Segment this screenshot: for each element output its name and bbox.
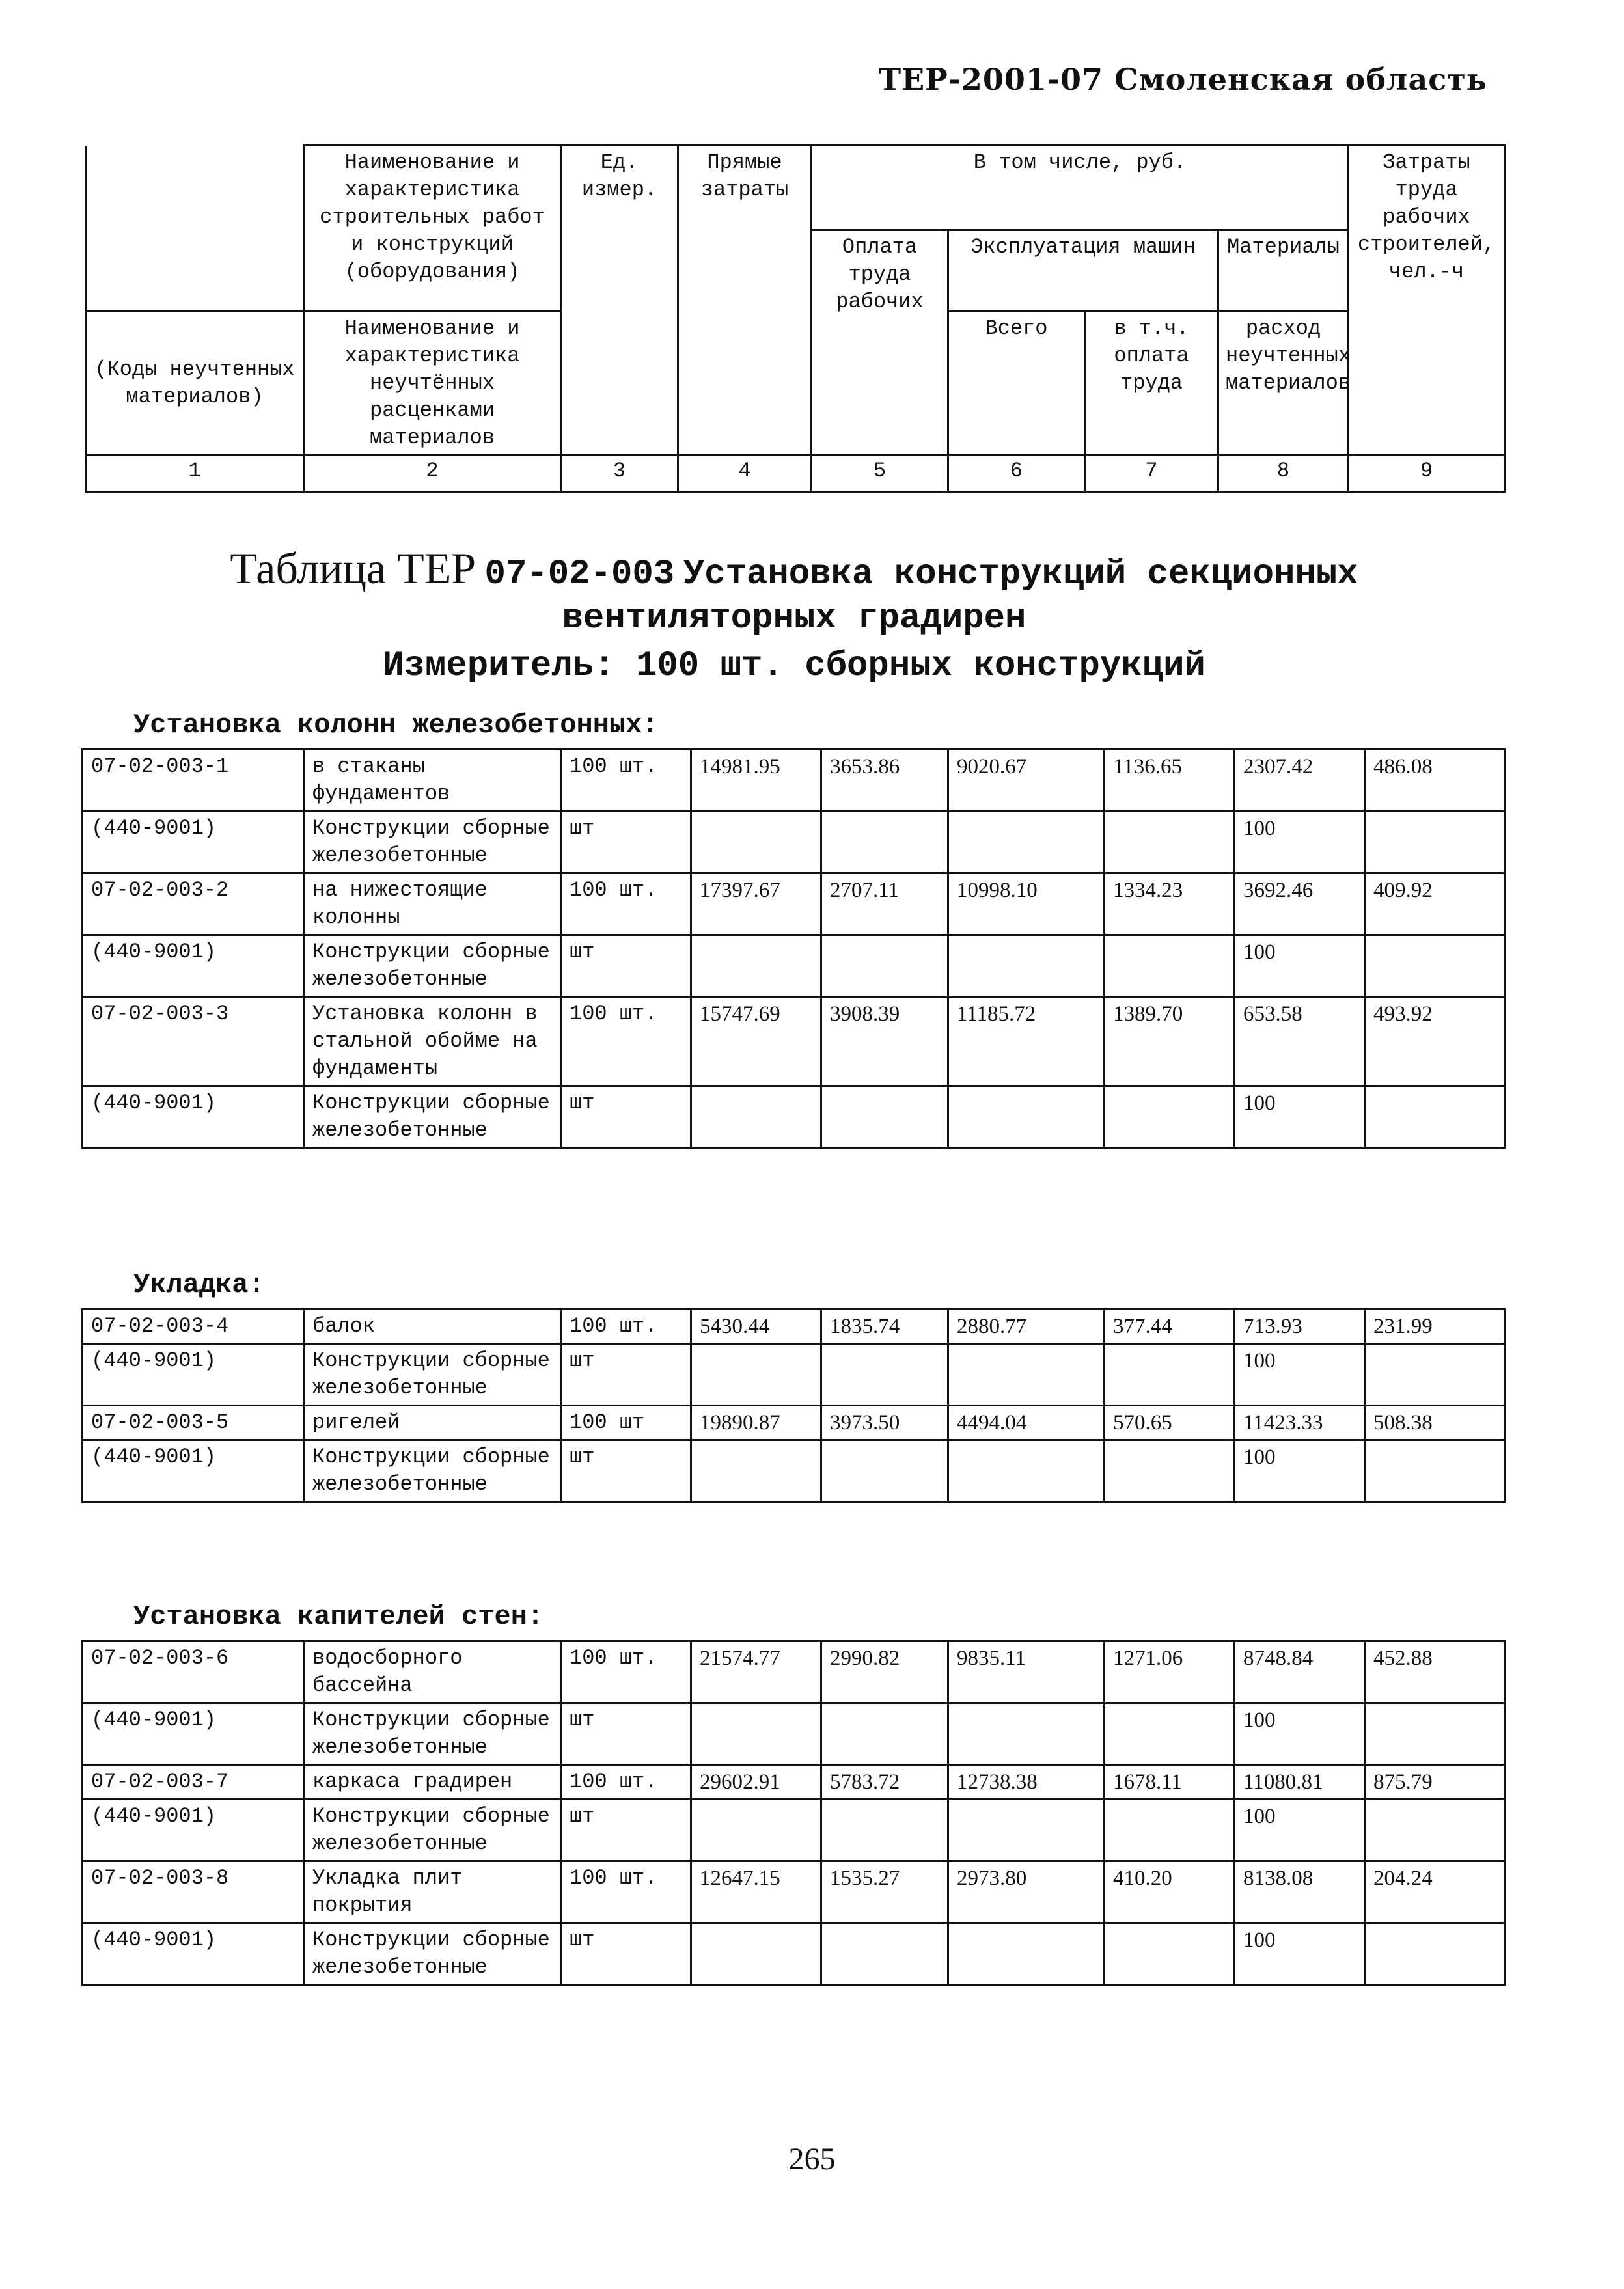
labor-cost-cell bbox=[1365, 1344, 1505, 1406]
labor-cost-cell: 409.92 bbox=[1365, 873, 1505, 935]
labor-cost-cell bbox=[1365, 1440, 1505, 1502]
work-name-cell: Конструкции сборные железобетонные bbox=[304, 1344, 561, 1406]
work-name-cell: Конструкции сборные железобетонные bbox=[304, 1703, 561, 1765]
table-row bbox=[83, 1800, 1505, 1861]
labor-cost-cell: 508.38 bbox=[1365, 1406, 1505, 1440]
column-header-table bbox=[85, 144, 1506, 493]
column-number: 3 bbox=[561, 456, 678, 492]
labor-cost-cell: 493.92 bbox=[1365, 997, 1505, 1086]
wage-cost-cell bbox=[821, 935, 948, 997]
table-measure: Измеритель: 100 шт. сборных конструкций bbox=[383, 646, 1205, 686]
table-row bbox=[83, 1440, 1505, 1502]
section-title-capitals: Установка капителей стен: bbox=[133, 1601, 544, 1632]
wage-cost-cell bbox=[821, 1800, 948, 1861]
machine-cost-cell: 11185.72 bbox=[948, 997, 1105, 1086]
rate-code-cell: (440-9001) bbox=[83, 1800, 304, 1861]
table-row bbox=[83, 1641, 1505, 1703]
direct-cost-cell: 19890.87 bbox=[691, 1406, 821, 1440]
rows-body bbox=[83, 750, 1505, 1148]
header-materials: Материалы bbox=[1218, 230, 1349, 312]
unit-cell: 100 шт. bbox=[561, 1765, 691, 1800]
materials-cost-cell: 8138.08 bbox=[1235, 1861, 1365, 1923]
direct-cost-cell: 12647.15 bbox=[691, 1861, 821, 1923]
table-title-code: 07-02-003 bbox=[484, 555, 675, 594]
unit-cell: шт bbox=[561, 1086, 691, 1148]
work-name-cell: в стаканы фундаментов bbox=[304, 750, 561, 812]
running-head: ТЕР-2001-07 Смоленская область bbox=[878, 62, 1487, 97]
direct-cost-cell bbox=[691, 935, 821, 997]
rows-body bbox=[83, 1309, 1505, 1502]
machine-cost-cell: 9835.11 bbox=[948, 1641, 1105, 1703]
header-code: (Коды неучтенных материалов) bbox=[86, 312, 304, 456]
work-name-cell: Установка колонн в стальной обойме на фундаменты bbox=[304, 997, 561, 1086]
wage-cost-cell: 5783.72 bbox=[821, 1765, 948, 1800]
rates-table-laying bbox=[81, 1308, 1506, 1503]
machine-cost-cell bbox=[948, 1800, 1105, 1861]
table-row bbox=[83, 997, 1505, 1086]
direct-cost-cell bbox=[691, 812, 821, 873]
unit-cell: 100 шт. bbox=[561, 1861, 691, 1923]
header-direct: Прямые затраты bbox=[678, 146, 812, 456]
work-name-cell: балок bbox=[304, 1309, 561, 1344]
machine-wage-cost-cell: 377.44 bbox=[1105, 1309, 1235, 1344]
work-name-cell: Конструкции сборные железобетонные bbox=[304, 935, 561, 997]
direct-cost-cell: 14981.95 bbox=[691, 750, 821, 812]
labor-cost-cell bbox=[1365, 1800, 1505, 1861]
unit-cell: шт bbox=[561, 935, 691, 997]
materials-cost-cell: 8748.84 bbox=[1235, 1641, 1365, 1703]
labor-cost-cell: 452.88 bbox=[1365, 1641, 1505, 1703]
direct-cost-cell bbox=[691, 1344, 821, 1406]
wage-cost-cell: 1835.74 bbox=[821, 1309, 948, 1344]
wage-cost-cell: 1535.27 bbox=[821, 1861, 948, 1923]
rate-code-cell: 07-02-003-4 bbox=[83, 1309, 304, 1344]
direct-cost-cell bbox=[691, 1800, 821, 1861]
work-name-cell: каркаса градирен bbox=[304, 1765, 561, 1800]
labor-cost-cell bbox=[1365, 935, 1505, 997]
rate-code-cell: (440-9001) bbox=[83, 1923, 304, 1985]
machine-wage-cost-cell bbox=[1105, 1086, 1235, 1148]
rate-code-cell: 07-02-003-8 bbox=[83, 1861, 304, 1923]
labor-cost-cell: 875.79 bbox=[1365, 1765, 1505, 1800]
machine-cost-cell bbox=[948, 812, 1105, 873]
header-incl-wage: в т.ч. оплата труда bbox=[1085, 312, 1218, 456]
work-name-cell: ригелей bbox=[304, 1406, 561, 1440]
rate-code-cell: (440-9001) bbox=[83, 1703, 304, 1765]
wage-cost-cell bbox=[821, 1086, 948, 1148]
labor-cost-cell: 204.24 bbox=[1365, 1861, 1505, 1923]
machine-wage-cost-cell bbox=[1105, 1800, 1235, 1861]
machine-wage-cost-cell: 1334.23 bbox=[1105, 873, 1235, 935]
table-row bbox=[83, 873, 1505, 935]
rate-code-cell: (440-9001) bbox=[83, 1344, 304, 1406]
machine-cost-cell: 9020.67 bbox=[948, 750, 1105, 812]
work-name-cell: Конструкции сборные железобетонные bbox=[304, 1440, 561, 1502]
table-title-text1: Установка конструкций секционных bbox=[683, 555, 1358, 594]
column-number: 6 bbox=[948, 456, 1085, 492]
rows-body bbox=[83, 1641, 1505, 1985]
machine-wage-cost-cell: 1136.65 bbox=[1105, 750, 1235, 812]
wage-cost-cell bbox=[821, 1440, 948, 1502]
unit-cell: 100 шт. bbox=[561, 1309, 691, 1344]
direct-cost-cell bbox=[691, 1703, 821, 1765]
work-name-cell: Конструкции сборные железобетонные bbox=[304, 1086, 561, 1148]
machine-cost-cell bbox=[948, 935, 1105, 997]
materials-cost-cell: 100 bbox=[1235, 1923, 1365, 1985]
unit-cell: 100 шт bbox=[561, 1406, 691, 1440]
machine-cost-cell bbox=[948, 1923, 1105, 1985]
labor-cost-cell bbox=[1365, 1086, 1505, 1148]
machine-wage-cost-cell bbox=[1105, 1703, 1235, 1765]
wage-cost-cell bbox=[821, 1703, 948, 1765]
machine-wage-cost-cell: 1271.06 bbox=[1105, 1641, 1235, 1703]
table-title-text2: вентиляторных градирен bbox=[562, 599, 1026, 638]
table-row bbox=[83, 1703, 1505, 1765]
work-name-cell: Конструкции сборные железобетонные bbox=[304, 812, 561, 873]
rate-code-cell: 07-02-003-6 bbox=[83, 1641, 304, 1703]
wage-cost-cell bbox=[821, 1923, 948, 1985]
labor-cost-cell bbox=[1365, 1703, 1505, 1765]
machine-cost-cell bbox=[948, 1440, 1105, 1502]
materials-cost-cell: 11423.33 bbox=[1235, 1406, 1365, 1440]
machine-wage-cost-cell bbox=[1105, 1440, 1235, 1502]
rate-code-cell: (440-9001) bbox=[83, 1440, 304, 1502]
machine-cost-cell bbox=[948, 1086, 1105, 1148]
rate-code-cell: 07-02-003-7 bbox=[83, 1765, 304, 1800]
wage-cost-cell bbox=[821, 812, 948, 873]
unit-cell: шт bbox=[561, 812, 691, 873]
materials-cost-cell: 100 bbox=[1235, 935, 1365, 997]
rate-code-cell: (440-9001) bbox=[83, 935, 304, 997]
column-number: 2 bbox=[304, 456, 561, 492]
labor-cost-cell bbox=[1365, 1923, 1505, 1985]
table-row bbox=[83, 812, 1505, 873]
work-name-cell: Конструкции сборные железобетонные bbox=[304, 1800, 561, 1861]
materials-cost-cell: 653.58 bbox=[1235, 997, 1365, 1086]
labor-cost-cell: 486.08 bbox=[1365, 750, 1505, 812]
work-name-cell: водосборного бассейна bbox=[304, 1641, 561, 1703]
work-name-cell: Конструкции сборные железобетонные bbox=[304, 1923, 561, 1985]
unit-cell: 100 шт. bbox=[561, 873, 691, 935]
header-machines: Эксплуатация машин bbox=[948, 230, 1218, 312]
unit-cell: 100 шт. bbox=[561, 997, 691, 1086]
materials-cost-cell: 11080.81 bbox=[1235, 1765, 1365, 1800]
rates-table-columns bbox=[81, 748, 1506, 1149]
header-name-bottom: Наименование и характеристика неучтённых расценками материалов bbox=[304, 312, 561, 456]
direct-cost-cell: 5430.44 bbox=[691, 1309, 821, 1344]
rate-code-cell: (440-9001) bbox=[83, 812, 304, 873]
wage-cost-cell: 3973.50 bbox=[821, 1406, 948, 1440]
unit-cell: шт bbox=[561, 1344, 691, 1406]
column-number: 4 bbox=[678, 456, 812, 492]
wage-cost-cell bbox=[821, 1344, 948, 1406]
header-mat-consumption: расход неучтенных материалов bbox=[1218, 312, 1349, 456]
machine-cost-cell: 12738.38 bbox=[948, 1765, 1105, 1800]
machine-cost-cell: 2880.77 bbox=[948, 1309, 1105, 1344]
unit-cell: шт bbox=[561, 1703, 691, 1765]
materials-cost-cell: 2307.42 bbox=[1235, 750, 1365, 812]
machine-wage-cost-cell bbox=[1105, 1923, 1235, 1985]
table-row bbox=[83, 1923, 1505, 1985]
machine-wage-cost-cell: 410.20 bbox=[1105, 1861, 1235, 1923]
unit-cell: 100 шт. bbox=[561, 1641, 691, 1703]
page-number: 265 bbox=[788, 2142, 836, 2176]
table-row bbox=[83, 1086, 1505, 1148]
table-title-prefix: Таблица ТЕР bbox=[230, 543, 476, 593]
wage-cost-cell: 2707.11 bbox=[821, 873, 948, 935]
materials-cost-cell: 100 bbox=[1235, 1440, 1365, 1502]
header-labor: Затраты труда рабочих строителей, чел.-ч bbox=[1349, 146, 1505, 456]
materials-cost-cell: 100 bbox=[1235, 1344, 1365, 1406]
table-row bbox=[83, 1765, 1505, 1800]
header-code-top bbox=[86, 146, 304, 312]
work-name-cell: Укладка плит покрытия bbox=[304, 1861, 561, 1923]
unit-cell: шт bbox=[561, 1440, 691, 1502]
wage-cost-cell: 3908.39 bbox=[821, 997, 948, 1086]
column-number: 1 bbox=[86, 456, 304, 492]
rate-code-cell: 07-02-003-3 bbox=[83, 997, 304, 1086]
machine-cost-cell bbox=[948, 1344, 1105, 1406]
rate-code-cell: 07-02-003-1 bbox=[83, 750, 304, 812]
column-number: 7 bbox=[1085, 456, 1218, 492]
table-title bbox=[85, 545, 1504, 692]
section-title-laying: Укладка: bbox=[133, 1269, 265, 1300]
column-number: 8 bbox=[1218, 456, 1349, 492]
labor-cost-cell: 231.99 bbox=[1365, 1309, 1505, 1344]
direct-cost-cell bbox=[691, 1086, 821, 1148]
table-row bbox=[83, 750, 1505, 812]
rate-code-cell: 07-02-003-2 bbox=[83, 873, 304, 935]
materials-cost-cell: 100 bbox=[1235, 1800, 1365, 1861]
rates-table-capitals bbox=[81, 1640, 1506, 1986]
work-name-cell: на нижестоящие колонны bbox=[304, 873, 561, 935]
materials-cost-cell: 100 bbox=[1235, 1703, 1365, 1765]
direct-cost-cell bbox=[691, 1440, 821, 1502]
header-including: В том числе, руб. bbox=[812, 146, 1349, 230]
labor-cost-cell bbox=[1365, 812, 1505, 873]
machine-wage-cost-cell: 570.65 bbox=[1105, 1406, 1235, 1440]
machine-cost-cell bbox=[948, 1703, 1105, 1765]
materials-cost-cell: 713.93 bbox=[1235, 1309, 1365, 1344]
direct-cost-cell: 21574.77 bbox=[691, 1641, 821, 1703]
table-row bbox=[83, 935, 1505, 997]
direct-cost-cell: 29602.91 bbox=[691, 1765, 821, 1800]
header-wage: Оплата труда рабочих bbox=[812, 230, 948, 456]
column-number: 9 bbox=[1349, 456, 1505, 492]
materials-cost-cell: 100 bbox=[1235, 812, 1365, 873]
header-machines-total: Всего bbox=[948, 312, 1085, 456]
table-row bbox=[83, 1344, 1505, 1406]
unit-cell: 100 шт. bbox=[561, 750, 691, 812]
rate-code-cell: 07-02-003-5 bbox=[83, 1406, 304, 1440]
machine-wage-cost-cell bbox=[1105, 935, 1235, 997]
materials-cost-cell: 3692.46 bbox=[1235, 873, 1365, 935]
section-title-columns: Установка колонн железобетонных: bbox=[133, 709, 659, 741]
wage-cost-cell: 3653.86 bbox=[821, 750, 948, 812]
wage-cost-cell: 2990.82 bbox=[821, 1641, 948, 1703]
direct-cost-cell: 15747.69 bbox=[691, 997, 821, 1086]
header-name-top: Наименование и характеристика строительных работ и конструкций (оборудования) bbox=[304, 146, 561, 312]
machine-wage-cost-cell bbox=[1105, 1344, 1235, 1406]
direct-cost-cell: 17397.67 bbox=[691, 873, 821, 935]
direct-cost-cell bbox=[691, 1923, 821, 1985]
column-number: 5 bbox=[812, 456, 948, 492]
table-row bbox=[83, 1309, 1505, 1344]
unit-cell: шт bbox=[561, 1800, 691, 1861]
header-unit: Ед. измер. bbox=[561, 146, 678, 456]
table-row bbox=[83, 1406, 1505, 1440]
materials-cost-cell: 100 bbox=[1235, 1086, 1365, 1148]
table-row bbox=[83, 1861, 1505, 1923]
machine-cost-cell: 10998.10 bbox=[948, 873, 1105, 935]
machine-cost-cell: 4494.04 bbox=[948, 1406, 1105, 1440]
machine-wage-cost-cell bbox=[1105, 812, 1235, 873]
machine-cost-cell: 2973.80 bbox=[948, 1861, 1105, 1923]
unit-cell: шт bbox=[561, 1923, 691, 1985]
machine-wage-cost-cell: 1389.70 bbox=[1105, 997, 1235, 1086]
machine-wage-cost-cell: 1678.11 bbox=[1105, 1765, 1235, 1800]
rate-code-cell: (440-9001) bbox=[83, 1086, 304, 1148]
